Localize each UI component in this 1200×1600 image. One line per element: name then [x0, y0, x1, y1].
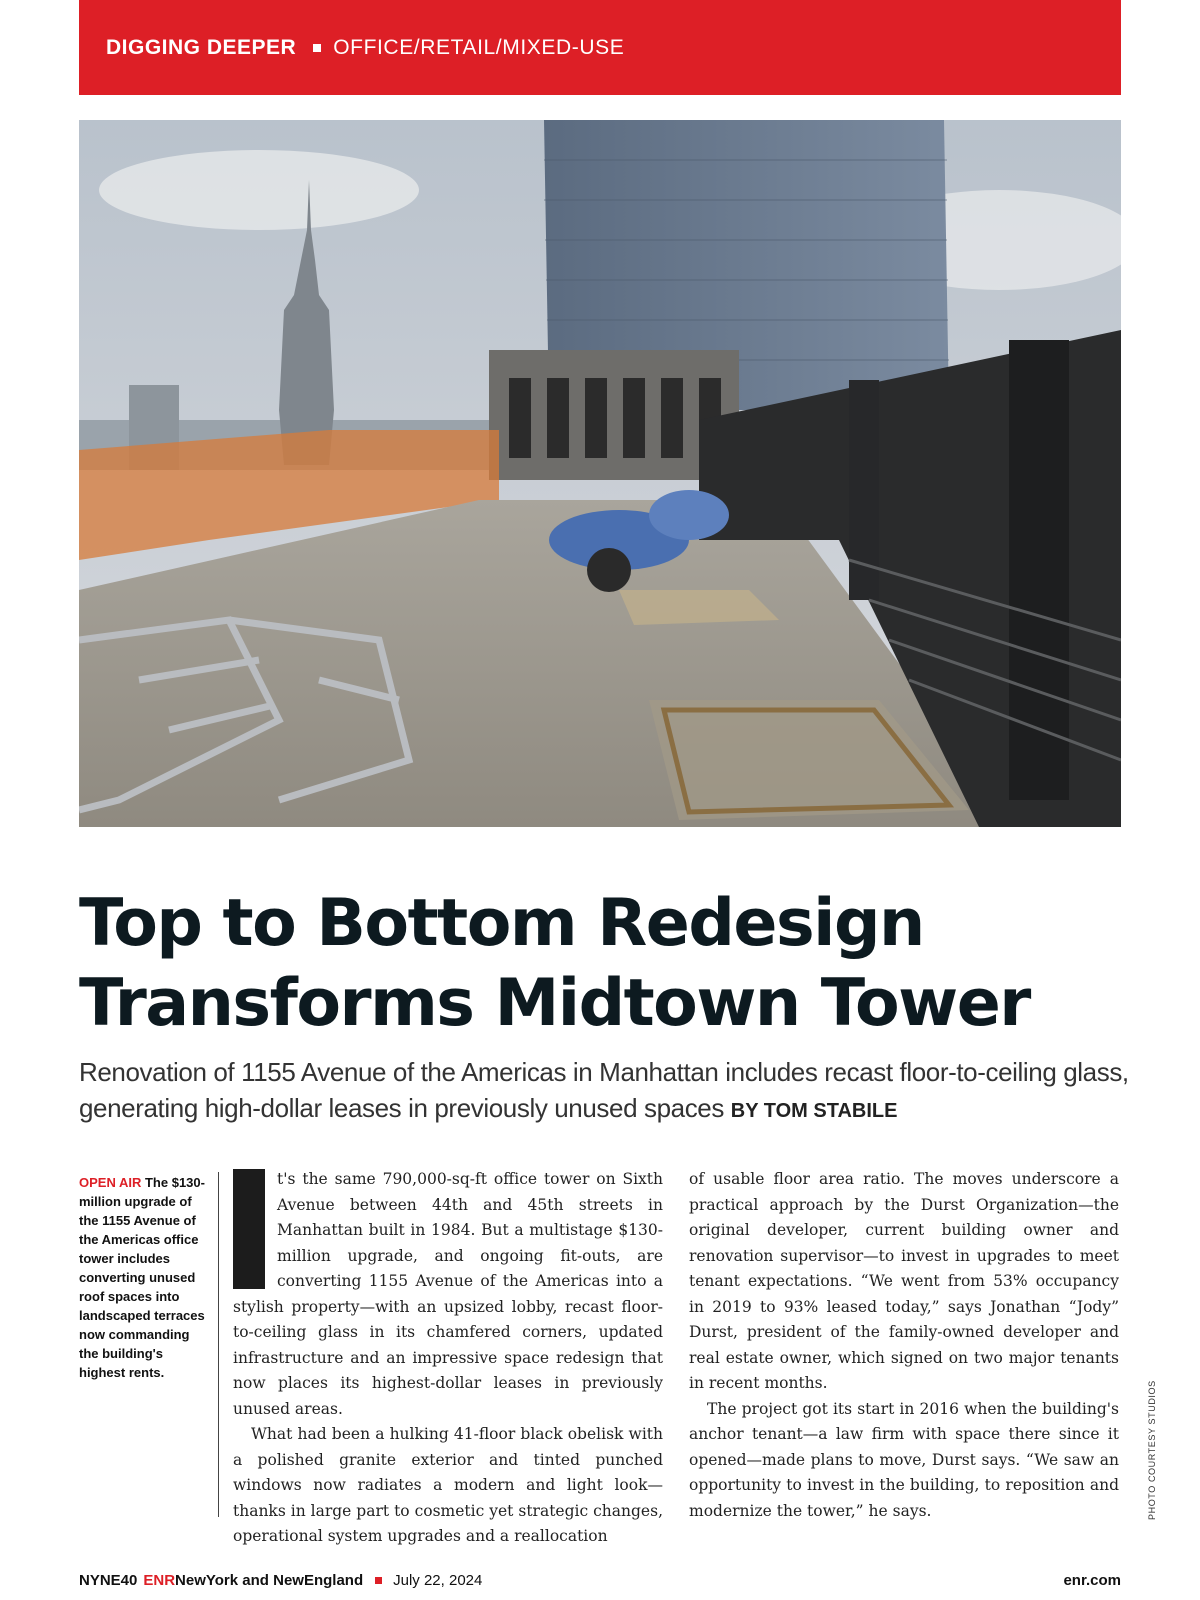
photo-credit: PHOTO COURTESY STUDIOS [1147, 1380, 1157, 1520]
caption-text: The $130-million upgrade of the 1155 Avenue of the Americas office tower includes converting unused roof spaces into landscaped terraces now commanding the building's highest rents. [79, 1175, 205, 1380]
headline-line-2: Transforms Midtown Tower [79, 966, 1030, 1041]
section-banner [79, 0, 1121, 95]
body-column-1 [233, 1167, 663, 1550]
rooftop-construction-photo [79, 120, 1121, 827]
page-number: NYNE40 [79, 1571, 138, 1589]
publication-brand: ENR [143, 1571, 176, 1589]
footer-separator-square [375, 1577, 382, 1584]
issue-date: July 22, 2024 [393, 1571, 483, 1589]
column-rule [218, 1172, 219, 1517]
page-footer [79, 1570, 1121, 1590]
website-link[interactable]: enr.com [1063, 1571, 1121, 1589]
photo-caption [79, 1173, 207, 1382]
section-label: DIGGING DEEPER [106, 35, 297, 59]
body-paragraph: The project got its start in 2016 when the building's anchor tenant—a law firm with space there since it opened—made plans to move, Durst says. “We saw an opportunity to invest in the building, to reposition and modernize the tower,” he says. [689, 1399, 1119, 1520]
article-deck [79, 1054, 1129, 1129]
drop-cap-i [233, 1169, 265, 1289]
body-paragraph: of usable floor area ratio. The moves underscore a practical approach by the Durst Organization—the original developer, current building owner and renovation supervisor—to invest in upgrades to meet tenant expectations. “We went from 53% occupancy in 2019 to 93% leased today,” says Jonathan “Jody” Durst, president of the family-owned developer and real estate owner, which signed on two major tenants in recent months. [689, 1170, 1119, 1392]
byline: BY TOM STABILE [730, 1100, 898, 1122]
publication-edition: NewYork and NewEngland [175, 1571, 364, 1589]
body-paragraph: t's the same 790,000-sq-ft office tower on Sixth Avenue between 44th and 45th streets in Manhattan built in 1984. But a multistage $130-million upgrade, and ongoing fit-outs, are converting 1155 Avenue of the Americas into a stylish property—with an upsized lobby, recast floor-to-ceiling glass in its chamfered corners, updated infrastructure and an impressive space redesign that now places its highest-dollar leases in previously unused areas. [233, 1170, 663, 1418]
caption-kicker: OPEN AIR [79, 1175, 142, 1190]
banner-separator-square [313, 44, 321, 52]
deck-text: Renovation of 1155 Avenue of the Americas in Manhattan includes recast floor-to-ceiling glass, generating high-dollar leases in previously unused spaces [79, 1057, 1129, 1123]
body-paragraph: What had been a hulking 41-floor black obelisk with a polished granite exterior and tinted punched windows now radiates a modern and light look—thanks in large part to cosmetic yet strategic changes, operational system upgrades and a reallocation [233, 1425, 663, 1545]
section-topic: OFFICE/RETAIL/MIXED-USE [333, 35, 625, 59]
article-headline [79, 884, 1129, 1044]
body-column-2 [689, 1167, 1119, 1524]
headline-line-1: Top to Bottom Redesign [79, 886, 924, 961]
